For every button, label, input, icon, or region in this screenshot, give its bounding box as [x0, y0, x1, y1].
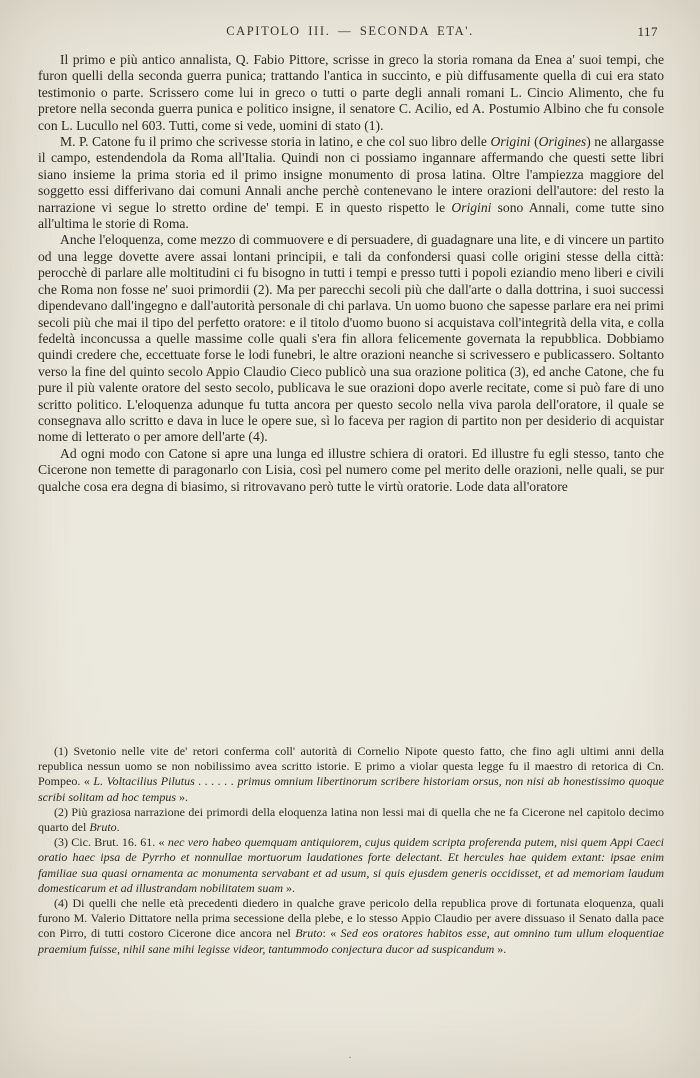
paragraph — [38, 446, 664, 495]
text-segment: (2) Più graziosa narrazione dei primordi della eloquenza latina non lessi mai di quella che ne fa Cicerone nel capitolo decimo quarto del — [38, 804, 664, 835]
paragraph — [38, 52, 664, 134]
text-segment: : « — [322, 926, 341, 941]
text-segment-italic: Bruto — [89, 820, 117, 835]
printer-mark: · — [348, 1053, 352, 1064]
text-segment: ». — [283, 880, 295, 895]
text-segment-italic: Bruto — [295, 926, 323, 941]
text-segment: (4) Di quelli che nelle età precedenti diedero in qualche grave pericolo della republica prove di fortunata eloquenza, quali furono M. Valerio Dittatore nella prima secessione della plebe, e lo stesso Appio Claudio per avere dissuaso il Senato dalla pace con Pirro, di tutti costoro Cicerone dice ancora nel — [38, 896, 664, 941]
text-segment: ) ne allargasse il campo, estendendola da Roma all'Italia. Quindi non ci possiamo ingannare affermando che questi sette libri siano insieme la prima storia ed il primo insigne monumento di prosa latina. Oltre l'ampiezza maggiore del soggetto essi differivano dai comuni Annali anche perchè contenevano le intere orazioni dell'autore: del resto la narrazione vi segue lo stretto ordine de' tempi. E in questo rispetto le — [38, 134, 664, 215]
text-segment: M. P. Catone fu il primo che scrivesse storia in latino, e che col suo libro delle — [60, 134, 491, 150]
page-number: 117 — [637, 24, 658, 39]
text-segment: sono Annali, come tutte sino all'ultima le storie di Roma. — [38, 199, 664, 232]
chapter-running-title: CAPITOLO III. — SECONDA ETA'. — [226, 24, 474, 38]
footnote — [38, 805, 664, 835]
text-segment-italic: Origini — [451, 199, 492, 215]
footnotes-block — [38, 744, 664, 957]
text-segment: Il primo e più antico annalista, Q. Fabio Pittore, scrisse in greco la storia romana da Enea a' suoi tempi, che furon quelli della seconda guerra punica; trattando l'antica in succinto, e più diffusamente quella di cui era stato testimonio o parte. Scrissero come lui in greco o tutti o parte degli annali romani L. Cincio Alimento, che fu pretore nella seconda guerra punica e politico insigne, il senatore C. Acilio, ed A. Postumio Albino che fu console con L. Lucullo nel 603. Tutti, come si vede, uomini di stato (1). — [38, 52, 664, 133]
footnote — [38, 744, 664, 805]
text-segment-italic: nec vero habeo quemquam antiquiorem, cujus quidem scripta proferenda putem, nisi quem Appi Caeci oratio haec ipsa de Pyrrho et nonnullae mortuorum laudationes forte delectant. Et hercules hae quidem extant: ipsae enim familiae sua quasi ornamenta ac monumenta servabant et ad usum, si quis ejusdem generis occidisset, et ad memoriam laudum domesticarum et ad illustrandam nobilitatem suam — [38, 835, 664, 895]
text-segment-italic: Origini — [490, 134, 531, 150]
text-segment: Ad ogni modo con Catone si apre una lunga ed illustre schiera di oratori. Ed illustre fu egli stesso, tanto che Cicerone non temette di paragonarlo con Lisia, così pel numero come pel merito delle orazioni, nelle quali, se pur qualche cosa era degna di biasimo, si ritrovavano però tutte le virtù oratorie. Lode data all'oratore — [38, 445, 664, 494]
page-header — [40, 24, 660, 42]
text-segment: (1) Svetonio nelle vite de' retori conferma coll' autorità di Cornelio Nipote questo fatto, che fino agli ultimi anni della republica nessun uomo se non nobilissimo avea scritto istorie. E primo a violar questa legge fu il maestro di retorica di Cn. Pompeo. « — [38, 744, 664, 789]
text-segment: ». — [176, 789, 188, 804]
text-segment: . — [116, 820, 120, 835]
footnote — [38, 835, 664, 896]
text-segment-italic: Sed eos oratores habitos esse, aut omnino tum ullum eloquentiae praemium fuisse, nihil sane mihi legisse videor, tantummodo conjectura ducor ad suspicandum — [38, 926, 665, 956]
text-segment: Anche l'eloquenza, come mezzo di commuovere e di persuadere, di guadagnare una lite, e di vincere un partito od una legge dovette avere assai lontani principii, e tali da confondersi quasi colle origini stesse della città: perocchè di parlare alle moltitudini ci fu bisogno in tutti i tempi e presso tutti i popoli eziandio meno liberi e civili che Roma non fosse ne' suoi primordii (2). Ma per parecchi secoli più che dall'arte o dalla dottrina, i suoi successi dipendevano dall'ingegno e dall'autorità personale di chi parlava. Un uomo buono che sapesse parlare era nei primi secoli più che mai il tipo del perfetto oratore: e il titolo d'uomo buono si acquistava coll'integrità della vita, e colla fedeltà inconcussa a quelle massime colle quali s'era fin allora felicemente governata la repubblica. Dobbiamo quindi credere che, eccettuate forse le lodi funebri, le altre orazioni neanche si scrivessero e publicassero. Soltanto verso la fine del quinto secolo Appio Claudio Cieco publicò una sua orazione politica (3), ed anche Catone, che fu pure il più valente oratore del sesto secolo, publicava le sue orazioni dopo averle recitate, come si può fare di uno scritto politico. L'eloquenza adunque fu tutta ancora per questo secolo nella viva parola dell'oratore, il quale se consegnava allo scritto e dava in luce le opere sue, sì lo faceva per ragion di partito non per desiderio di acquistar nome di letterato o per amore dell'arte (4). — [38, 232, 664, 445]
text-segment: (3) Cic. Brut. 16. 61. « — [54, 835, 168, 850]
text-segment: ». — [494, 941, 507, 956]
text-segment: ( — [530, 134, 539, 150]
paragraph — [38, 134, 664, 232]
text-segment-italic: Origines — [538, 134, 587, 150]
text-segment-italic: L. Voltacilius Pilutus . . . . . . primus omnium libertinorum scribere historiam orsus, non nisi ab honestissimo quoque scribi solitam ad hoc tempus — [38, 774, 664, 804]
body-paragraphs — [38, 52, 664, 495]
paragraph — [38, 232, 664, 445]
footnote — [38, 896, 664, 957]
